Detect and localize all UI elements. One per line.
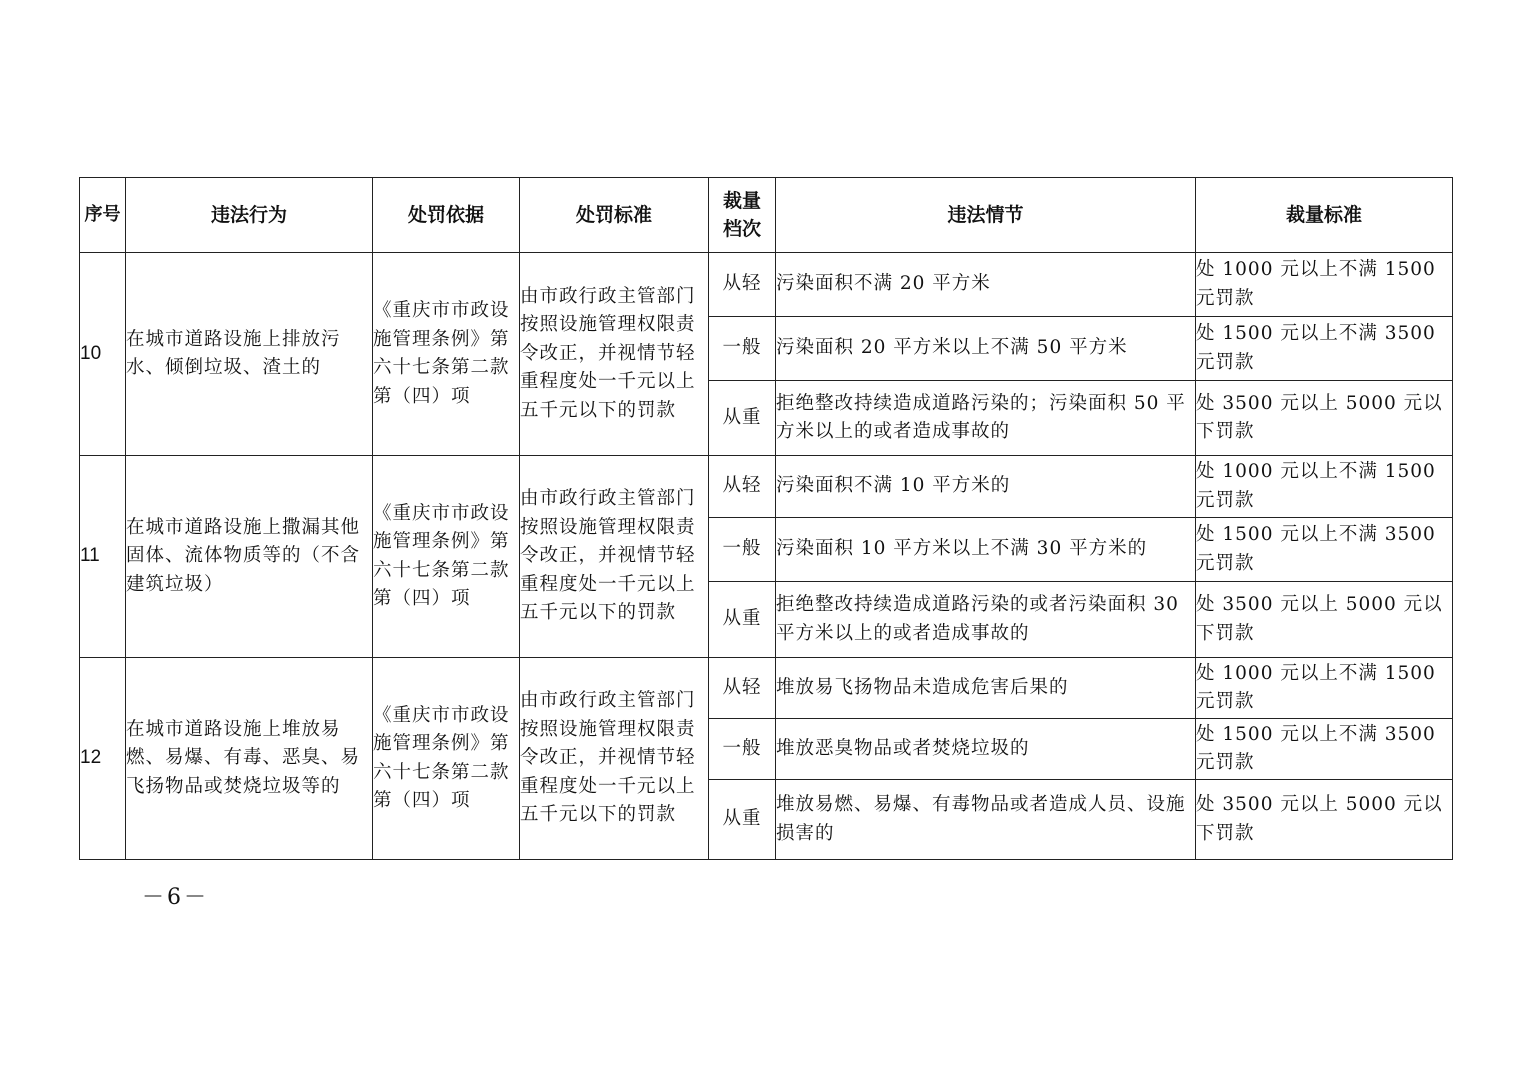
row-circumstance: 堆放易燃、易爆、有毒物品或者造成人员、设施损害的 [776,780,1196,860]
header-level [709,178,776,253]
row-basis: 《重庆市市政设施管理条例》第六十七条第二款第（四）项 [373,253,520,456]
row-circumstance: 堆放易飞扬物品未造成危害后果的 [776,658,1196,719]
header-behavior: 违法行为 [126,178,373,253]
table-row [80,253,1453,317]
header-seq: 序号 [80,178,126,253]
row-behavior: 在城市道路设施上排放污水、倾倒垃圾、渣土的 [126,253,373,456]
row-level: 一般 [709,719,776,780]
row-circumstance: 污染面积不满 20 平方米 [776,253,1196,317]
table-row [80,456,1453,518]
row-basis: 《重庆市市政设施管理条例》第六十七条第二款第（四）项 [373,456,520,658]
row-level: 从轻 [709,253,776,317]
row-standard: 处 1000 元以上不满 1500 元罚款 [1196,253,1453,317]
table-header-row [80,178,1453,253]
header-level-line2: 档次 [722,218,761,240]
row-behavior: 在城市道路设施上撒漏其他固体、流体物质等的（不含建筑垃圾） [126,456,373,658]
row-level: 从重 [709,780,776,860]
row-penalty: 由市政行政主管部门按照设施管理权限责令改正，并视情节轻重程度处一千元以上五千元以下的罚款 [520,253,709,456]
header-circumstance: 违法情节 [776,178,1196,253]
row-seq: 11 [80,456,126,658]
row-standard: 处 1500 元以上不满 3500 元罚款 [1196,719,1453,780]
row-behavior: 在城市道路设施上堆放易燃、易爆、有毒、恶臭、易飞扬物品或焚烧垃圾等的 [126,658,373,860]
row-circumstance: 污染面积不满 10 平方米的 [776,456,1196,518]
row-level: 一般 [709,518,776,582]
row-level: 从轻 [709,658,776,719]
penalty-discretion-table [79,177,1453,860]
row-circumstance: 污染面积 10 平方米以上不满 30 平方米的 [776,518,1196,582]
page-number: －6－ [142,885,209,910]
row-standard: 处 1000 元以上不满 1500 元罚款 [1196,658,1453,719]
row-standard: 处 1500 元以上不满 3500 元罚款 [1196,317,1453,381]
row-standard: 处 1500 元以上不满 3500 元罚款 [1196,518,1453,582]
row-circumstance: 堆放恶臭物品或者焚烧垃圾的 [776,719,1196,780]
row-penalty: 由市政行政主管部门按照设施管理权限责令改正，并视情节轻重程度处一千元以上五千元以下的罚款 [520,658,709,860]
row-level: 从轻 [709,456,776,518]
row-circumstance: 拒绝整改持续造成道路污染的或者污染面积 30 平方米以上的或者造成事故的 [776,582,1196,658]
row-standard: 处 1000 元以上不满 1500 元罚款 [1196,456,1453,518]
row-standard: 处 3500 元以上 5000 元以下罚款 [1196,582,1453,658]
row-level: 一般 [709,317,776,381]
row-level: 从重 [709,381,776,456]
row-standard: 处 3500 元以上 5000 元以下罚款 [1196,780,1453,860]
header-basis: 处罚依据 [373,178,520,253]
row-circumstance: 污染面积 20 平方米以上不满 50 平方米 [776,317,1196,381]
row-seq: 12 [80,658,126,860]
row-circumstance: 拒绝整改持续造成道路污染的；污染面积 50 平方米以上的或者造成事故的 [776,381,1196,456]
row-basis: 《重庆市市政设施管理条例》第六十七条第二款第（四）项 [373,658,520,860]
row-penalty: 由市政行政主管部门按照设施管理权限责令改正，并视情节轻重程度处一千元以上五千元以下的罚款 [520,456,709,658]
row-standard: 处 3500 元以上 5000 元以下罚款 [1196,381,1453,456]
header-standard: 裁量标准 [1196,178,1453,253]
row-level: 从重 [709,582,776,658]
row-seq: 10 [80,253,126,456]
header-level-line1: 裁量 [722,190,761,212]
table-row [80,658,1453,719]
header-penalty: 处罚标准 [520,178,709,253]
